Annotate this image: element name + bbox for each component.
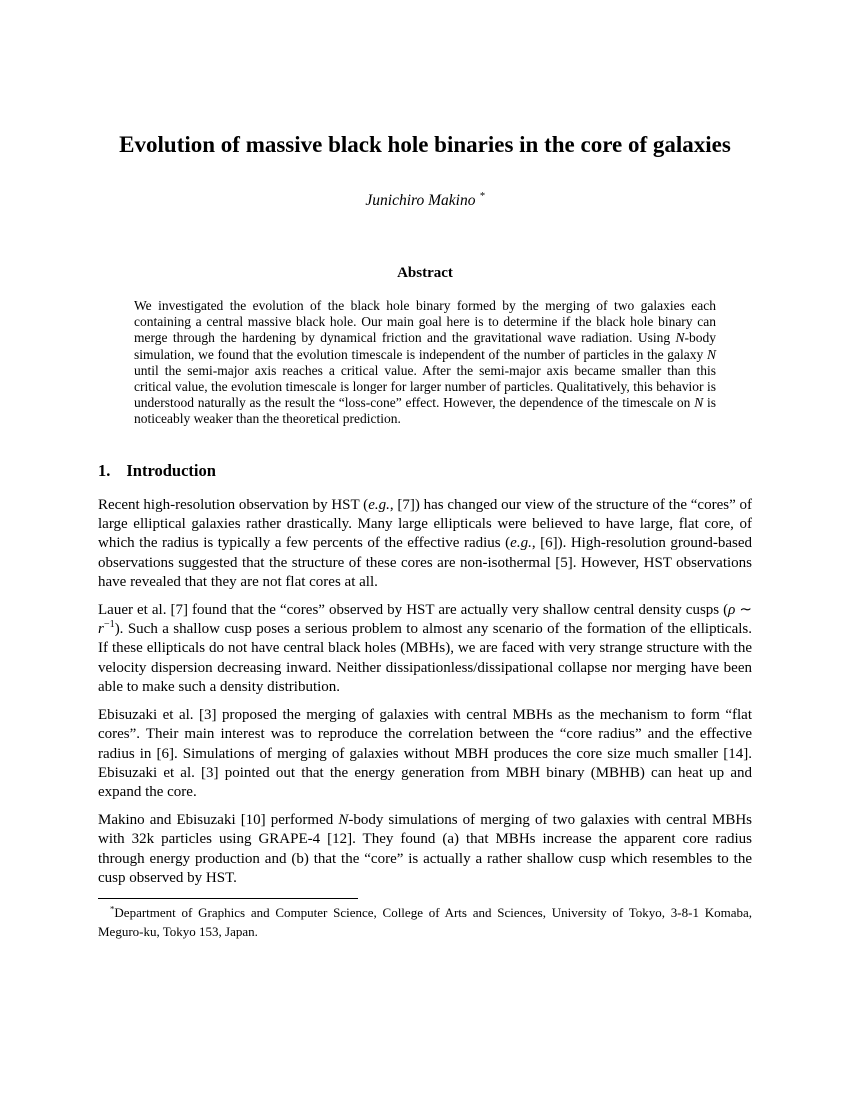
section-title: Introduction bbox=[126, 460, 216, 480]
abstract-heading: Abstract bbox=[397, 265, 453, 281]
section-number: 1. bbox=[98, 460, 111, 480]
intro-paragraph-2: Lauer et al. [7] found that the “cores” observed by HST are actually very shallow central density cusps (ρ ∼ $r^{-1}$). Such a shallow cusp poses a serious problem to almost any scenario of the formation of the ellipticals. If these ellipticals do not have central black holes (MBHs), we are faced with very strange structure with the velocity dispersion decreasing inward. Neither dissipationless/dissipational collapse nor merging have been able to make such a density distribution. bbox=[98, 601, 752, 696]
intro-paragraph-3: Ebisuzaki et al. [3] proposed the merging of galaxies with central MBHs as the mechanism to form “flat cores”. Their main interest was to reproduce the correlation between the “core radius” and the effective radius in [6]. Simulations of merging of galaxies without MBH produces the core size much smaller [14]. Ebisuzaki et al. [3] pointed out that the energy generation from MBH binary (MBHB) can heat up and expand the core. bbox=[98, 706, 752, 801]
section-1-heading bbox=[98, 461, 752, 481]
intro-paragraph-1: Recent high-resolution observation by HST (e.g., [7]) has changed our view of the structure of the “cores” of large elliptical galaxies rather drastically. Many large ellipticals were believed to have large, flat core, of which the radius is typically a few percents of the effective radius (e.g., [6]). High-resolution ground-based observations suggested that the structure of these cores are non-isothermal [5]. However, HST observations have revealed that they are not flat cores at all. bbox=[98, 496, 753, 591]
abstract-text: We investigated the evolution of the black hole binary formed by the merging of two galaxies each containing a central massive black hole. Our main goal here is to determine if the black hole binary can merge through the hardening by dynamical friction and the gravitational wave radiation. Using N-body simulation, we found that the evolution timescale is independent of the number of particles in the galaxy N until the semi-major axis reaches a critical value. After the semi-major axis became smaller than this critical value, the evolution timescale is longer for larger number of particles. Qualitatively, this behavior is understood naturally as the result the “loss-cone” effect. However, the dependence of the timescale on N is noticeably weaker than the theoretical prediction. bbox=[134, 298, 716, 427]
author-line: Junichiro Makino * bbox=[365, 190, 485, 209]
paper-title: Evolution of massive black hole binaries in the core of galaxies bbox=[119, 132, 731, 157]
footnote-rule bbox=[98, 898, 358, 899]
footnote-text: *Department of Graphics and Computer Science, College of Arts and Sciences, University of Tokyo, 3-8-1 Komaba, Meguro-ku, Tokyo 153, Japan. bbox=[98, 904, 752, 940]
paper-content bbox=[98, 0, 752, 941]
intro-paragraph-4: Makino and Ebisuzaki [10] performed N-body simulations of merging of two galaxies with central MBHs with 32k particles using GRAPE-4 [12]. They found (a) that MBHs increase the apparent core radius through energy production and (b) that the “core” is actually a rather shallow cusp which resembles to the cusp observed by HST. bbox=[98, 811, 752, 886]
